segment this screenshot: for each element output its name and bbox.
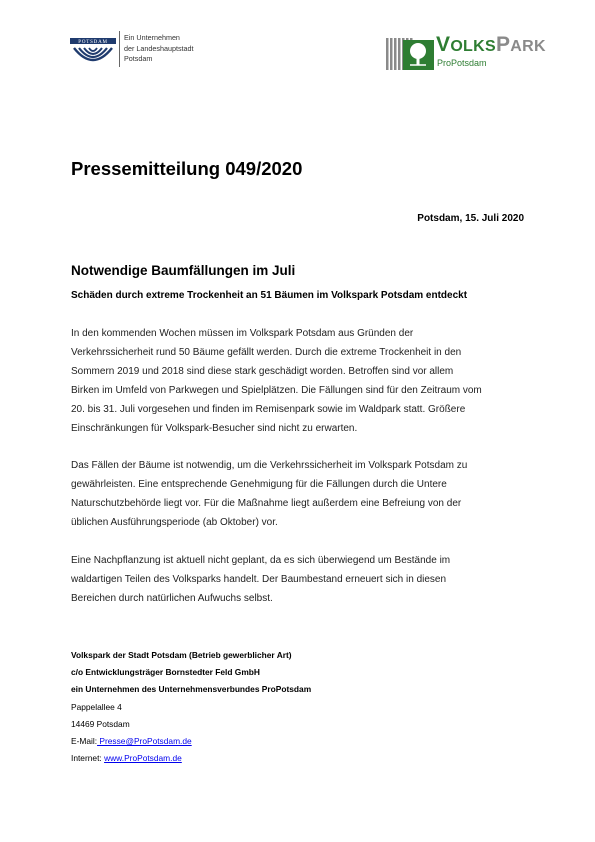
paragraph-3: [71, 551, 531, 608]
paragraph-line: Das Fällen der Bäume ist notwendig, um die Verkehrssicherheit im Volkspark Potsdam zu: [71, 460, 468, 471]
potsdam-logo-text: [124, 33, 194, 65]
paragraph-line: Bereichen durch natürlichen Aufwuchs selbst.: [71, 593, 273, 604]
paragraph-line: 20. bis 31. Juli vorgesehen und finden im Remisenpark sowie im Waldpark statt. Größere: [71, 404, 466, 415]
volkspark-wordmark: [436, 33, 546, 59]
footer-email-row: [71, 733, 311, 750]
footer-org-line: c/o Entwicklungsträger Bornstedter Feld GmbH: [71, 667, 260, 678]
footer-org-line: Volkspark der Stadt Potsdam (Betrieb gewerblicher Art): [71, 650, 292, 660]
volkspark-tree-icon: [386, 34, 434, 72]
email-link[interactable]: Presse@ProPotsdam.de: [97, 736, 192, 747]
headline: Notwendige Baumfällungen im Juli: [71, 263, 296, 278]
svg-text:POTSDAM: POTSDAM: [78, 40, 108, 45]
internet-label: Internet:: [71, 753, 105, 764]
subheadline: Schäden durch extreme Trockenheit an 51 Bäumen im Volkspark Potsdam entdeckt: [71, 290, 468, 301]
volkspark-subtitle: ProPotsdam: [437, 58, 487, 68]
logo-line-3: Potsdam: [124, 54, 153, 63]
footer-org-line: ein Unternehmen des Unternehmensverbundes ProPotsdam: [71, 684, 312, 695]
release-date: Potsdam, 15. Juli 2020: [417, 213, 524, 224]
paragraph-line: Birken im Umfeld von Parkwegen und Spielplätzen. Die Fällungen sind für den Zeitraum vom: [71, 385, 482, 396]
website-link[interactable]: www.ProPotsdam.de: [104, 753, 182, 764]
contact-footer: [71, 647, 311, 767]
paragraph-2: [71, 456, 531, 532]
footer-street: Pappelallee 4: [71, 701, 122, 712]
paragraph-line: Naturschutzbehörde liegt vor. Für die Maßnahme liegt außerdem eine Befreiung von der: [71, 498, 462, 509]
logo-line-2: der Landeshauptstadt: [124, 43, 194, 53]
paragraph-line: Verkehrssicherheit rund 50 Bäume gefällt werden. Durch die extreme Trockenheit in den: [71, 347, 462, 358]
wordmark-v: V: [436, 33, 451, 56]
footer-internet-row: [71, 750, 311, 767]
page-title: Pressemitteilung 049/2020: [71, 158, 303, 179]
email-label: E-Mail:: [71, 736, 98, 747]
wordmark-ark: ARK: [510, 38, 546, 55]
paragraph-line: gewährleisten. Eine entsprechende Genehmigung für die Fällungen durch die Untere: [71, 479, 447, 490]
paragraph-1: [71, 324, 531, 438]
logo-line-1: Ein Unternehmen: [124, 33, 180, 42]
paragraph-line: waldartigen Teilen des Volksparks handelt. Der Baumbestand erneuert sich in diesen: [71, 574, 447, 585]
logo-divider: [119, 31, 120, 67]
paragraph-line: Einschränkungen für Volkspark-Besucher sind nicht zu erwarten.: [71, 423, 358, 434]
paragraph-line: In den kommenden Wochen müssen im Volkspark Potsdam aus Gründen der: [71, 328, 414, 339]
paragraph-line: üblichen Ausführungsperiode (ab Oktober) vor.: [71, 517, 278, 528]
wordmark-p: P: [495, 33, 511, 56]
wordmark-olks: OLKS: [450, 38, 496, 55]
paragraph-line: Sommern 2019 und 2018 sind diese stark geschädigt worden. Betroffen sind vor allem: [71, 366, 454, 377]
footer-city: 14469 Potsdam: [71, 718, 130, 729]
potsdam-seal-logo: [68, 32, 118, 72]
paragraph-line: Eine Nachpflanzung ist aktuell nicht geplant, da es sich überwiegend um Bestände im: [71, 555, 451, 566]
